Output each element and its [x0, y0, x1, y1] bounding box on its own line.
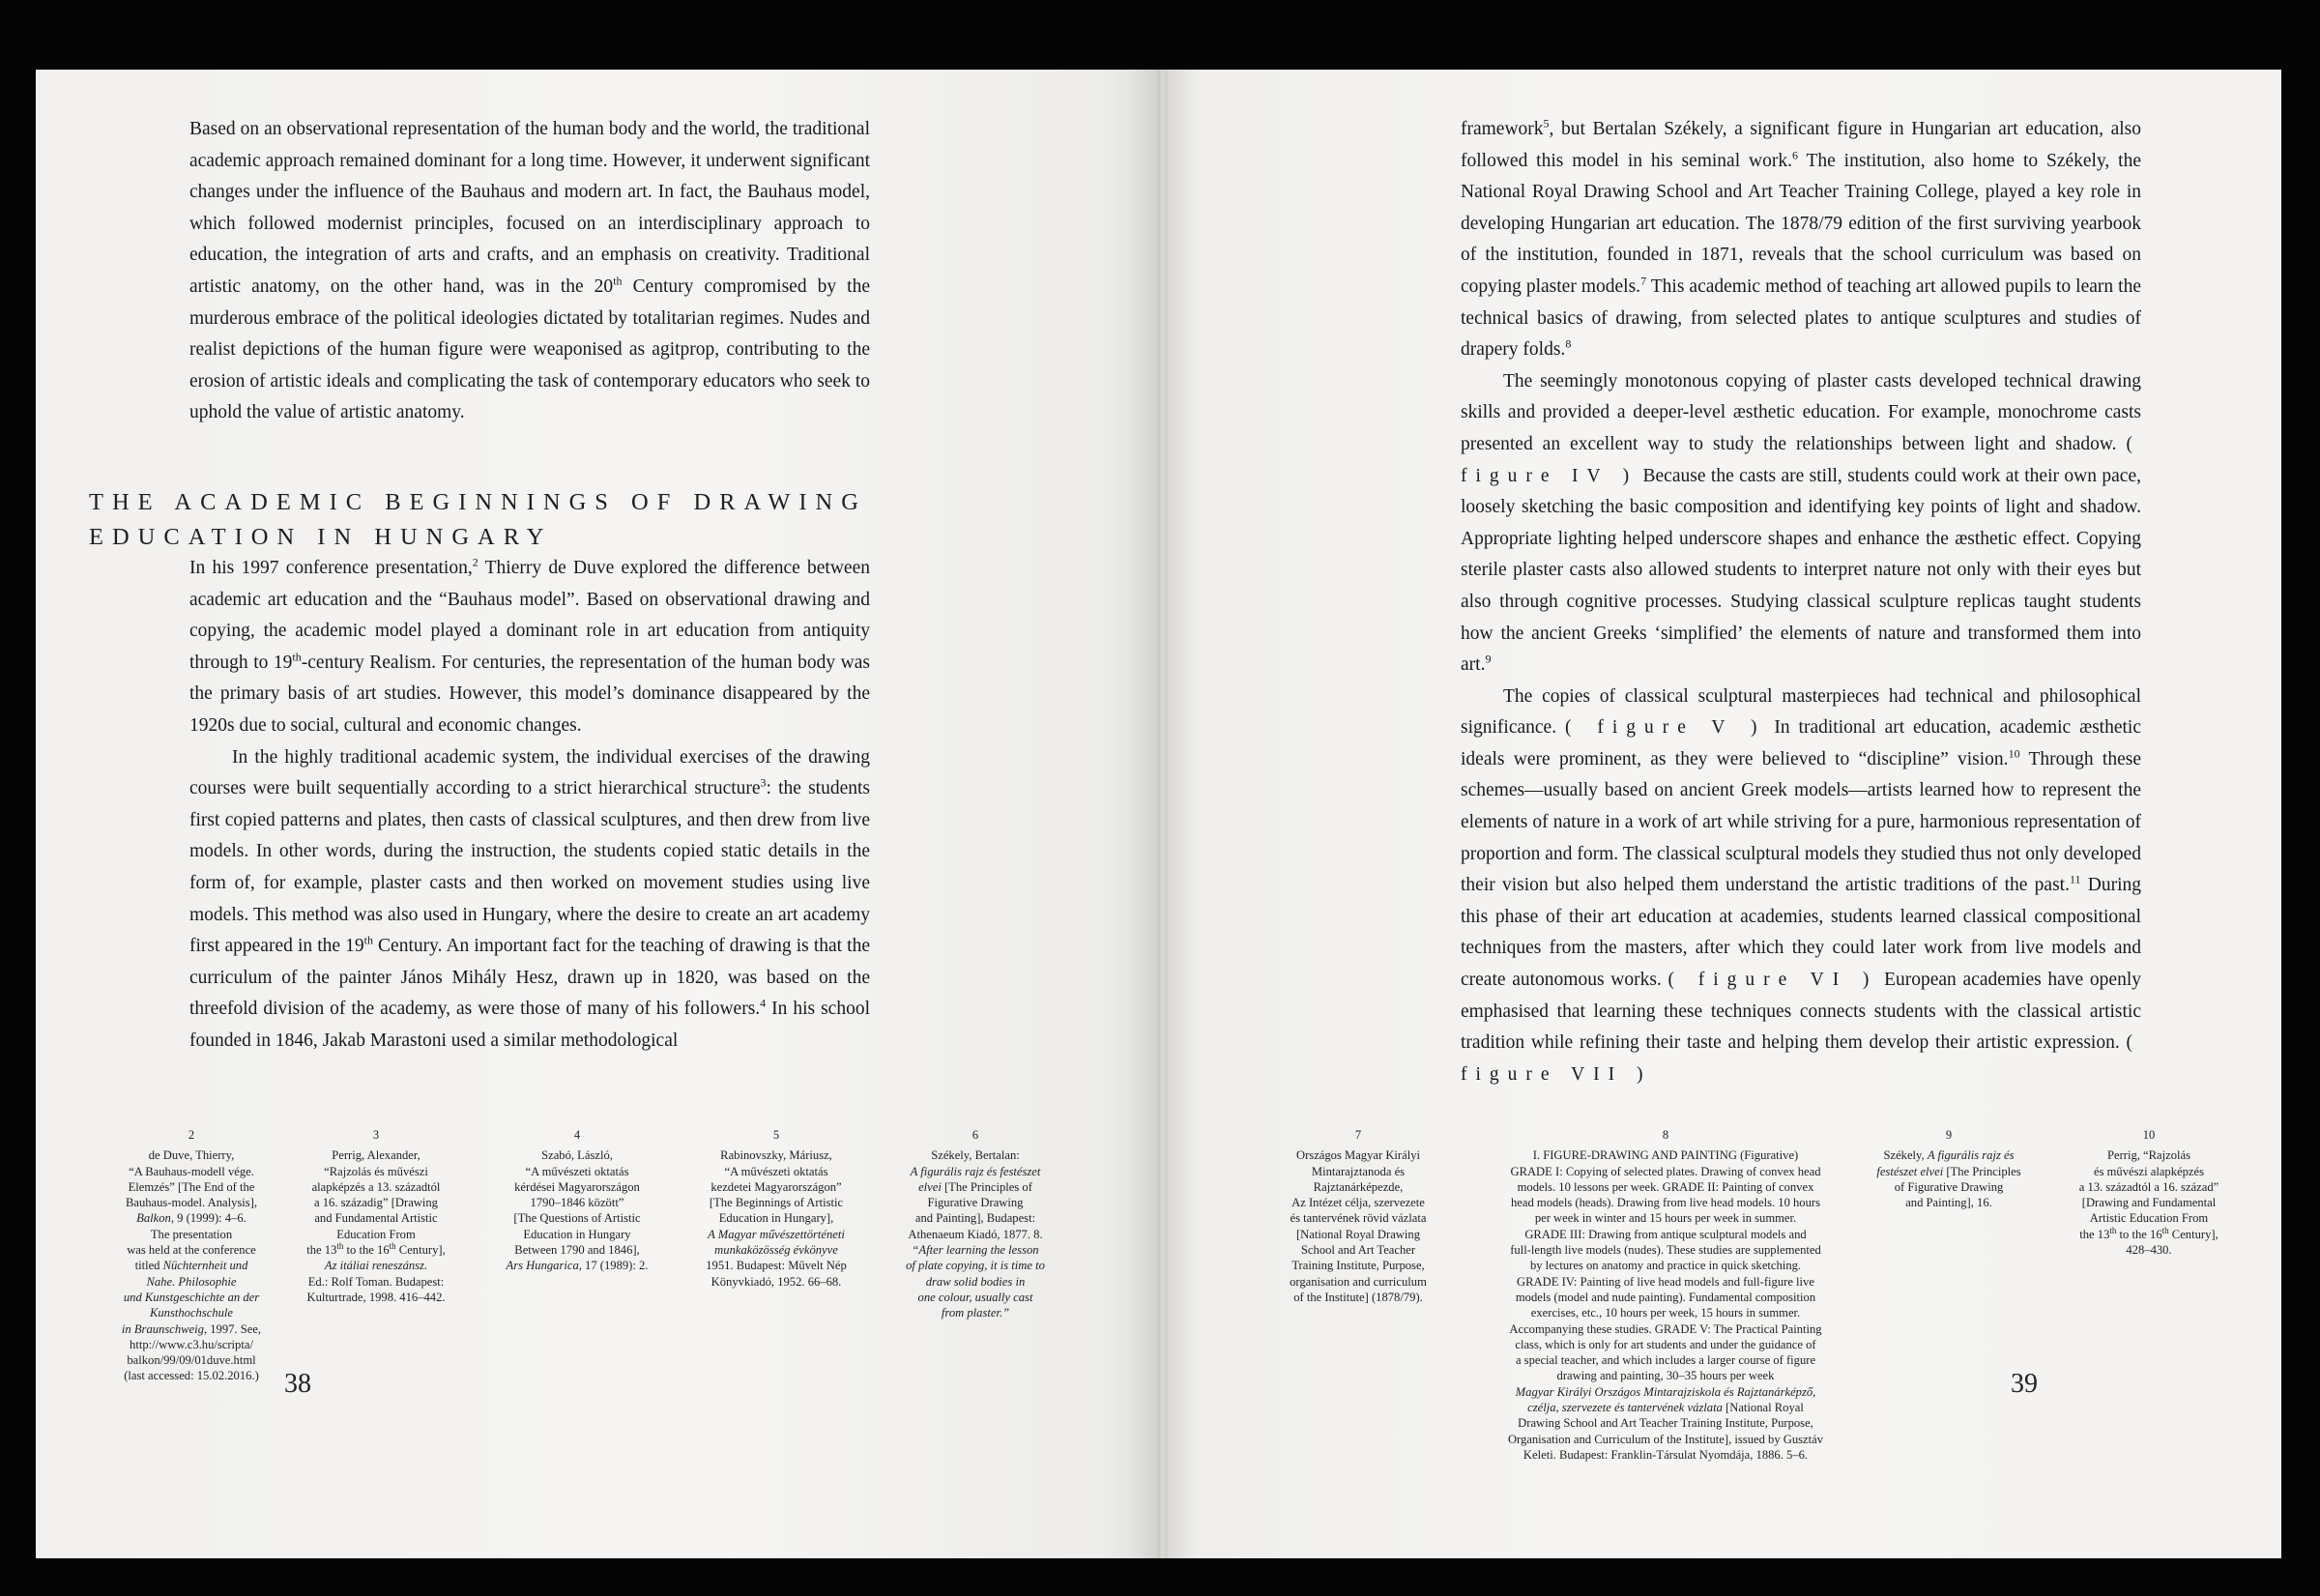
footnote-marker: 2 [472, 555, 478, 569]
footnote-line: “Rajzolás és művészi [324, 1164, 428, 1178]
footnote-line: Kulturtrade, 1998. 416–442. [306, 1290, 446, 1304]
footnote-line: titled Nüchternheit und [134, 1259, 248, 1273]
footnote-line: elvei [The Principles of [918, 1179, 1032, 1194]
footnote-line: munkaközösség évkönyve [714, 1243, 838, 1258]
footnote-4 [485, 1127, 669, 1274]
footnote-line: de Duve, Thierry, [148, 1148, 235, 1163]
footnote-6 [887, 1127, 1063, 1321]
footnote-line: Nahe. Philosophie [146, 1274, 237, 1289]
footnote-number: 3 [372, 1128, 380, 1142]
footnote-line: Education in Hungary [523, 1227, 631, 1241]
heading-line-1: THE ACADEMIC BEGINNINGS OF DRAWING [89, 489, 867, 515]
footnote-line: Országos Magyar Királyi [1296, 1148, 1420, 1163]
footnote-line: és tantervének rövid vázlata [1290, 1211, 1427, 1226]
footnote-marker: 6 [1791, 148, 1798, 162]
footnote-line: GRADE I: Copying of selected plates. Drawing of convex head [1510, 1164, 1821, 1178]
footnote-line: “After learning the lesson [912, 1243, 1039, 1258]
footnote-line: exercises, etc., 10 hours per week, 15 hours in summer. [1530, 1306, 1801, 1320]
footnote-line: drawing and painting, 30–35 hours per week [1556, 1369, 1775, 1383]
footnote-line: and Painting], 16. [1905, 1196, 1992, 1210]
footnote-line: Education From [336, 1227, 416, 1241]
footnote-line: Organisation and Curriculum of the Institute], issued by Gusztáv [1507, 1432, 1824, 1446]
footnote-line: A figurális rajz és festészet [910, 1164, 1041, 1178]
footnote-line: of Figurative Drawing [1894, 1179, 2004, 1194]
footnote-line: organisation and curriculum [1290, 1274, 1427, 1289]
left-main-text [189, 553, 870, 1058]
footnote-8 [1465, 1127, 1866, 1463]
body-paragraph: The copies of classical sculptural masterpieces had technical and philosophical significance. ( figure V ) In traditional art education, academic æsthetic ideals were prominent, as they were believed to “discipline” vision.$^{10}$ Through these schemes—usually based on ancient Greek models—artists learned how to represent the elements of nature in a work of art while striving for a pure, harmonious representation of proportion and form. The classical sculptural models they studied thus not only developed their vision but also helped them understand the artistic traditions of the past.$^{11}$ During this phase of their art education at academies, students learned classical compositional techniques from the masters, after which they could later work from live models and create autonomous works. ( figure VI ) European academies have openly emphasised that learning these techniques connects students with the classical artistic tradition while refining their taste and helping them develop their artistic expression. ( figure VII ) [1461, 685, 2141, 1085]
footnote-line: Rabinovszky, Máriusz, [720, 1148, 832, 1163]
figure-reference: ( figure VII ) [1461, 1032, 2141, 1085]
footnote-number: 6 [972, 1128, 979, 1142]
footnote-line: Könyvkiadó, 1952. 66–68. [710, 1274, 842, 1289]
body-paragraph: In his 1997 conference presentation,$^2$ Thierry de Duve explored the difference between academic art education and the “Bauhaus model”. Based on observational drawing and copying, the academic model played a dominant role in art education from antiquity through to 19th-century Realism. For centuries, the representation of the human body was the primary basis of art studies. However, this model’s dominance disappeared by the 1920s due to social, cultural and economic changes. [189, 555, 870, 736]
footnote-marker: th [363, 933, 373, 947]
footnote-line: (last accessed: 15.02.2016.) [124, 1369, 259, 1383]
footnote-9 [1862, 1127, 2036, 1210]
footnote-line: a special teacher, and which includes a larger course of figure [1515, 1353, 1816, 1368]
footnote-number: 5 [772, 1128, 780, 1142]
footnote-marker: 8 [1565, 336, 1572, 351]
footnote-number: 7 [1354, 1128, 1362, 1142]
footnote-line: Kunsthochschule [149, 1306, 234, 1320]
section-heading [89, 485, 940, 555]
footnote-line: models. 10 lessons per week. GRADE II: Painting of convex [1517, 1179, 1814, 1194]
footnote-marker: 5 [1543, 116, 1550, 131]
footnote-marker: 4 [760, 996, 767, 1010]
footnote-line: a 16. századig” [Drawing [314, 1196, 438, 1210]
footnote-line: one colour, usually cast [917, 1290, 1033, 1304]
footnote-marker: th [292, 650, 302, 664]
footnote-line: Magyar Királyi Országos Mintarajziskola és Rajztanárképző, [1515, 1384, 1816, 1399]
footnote-line: Mintarajztanoda és [1311, 1164, 1406, 1178]
footnote-marker: th [613, 274, 623, 288]
page-number-left: 38 [284, 1369, 311, 1399]
footnote-line: was held at the conference [127, 1243, 256, 1258]
footnote-line: Keleti. Budapest: Franklin-Társulat Nyomdája, 1886. 5–6. [1522, 1447, 1809, 1462]
footnote-line: “A művészeti oktatás [724, 1164, 828, 1178]
footnote-line: and Painting], Budapest: [914, 1211, 1036, 1226]
footnote-line: [The Questions of Artistic [513, 1211, 641, 1226]
footnote-line: czélja, szervezete és tantervének vázlata [National Royal [1527, 1401, 1804, 1415]
footnote-7 [1268, 1127, 1448, 1305]
footnote-line: Ars Hungarica, 17 (1989): 2. [506, 1259, 649, 1273]
body-paragraph: The seemingly monotonous copying of plaster casts developed technical drawing skills and provided a deeper-level æsthetic education. For example, monochrome casts presented an excellent way to study the relationships between light and shadow. ( figure IV ) Because the casts are still, students could work at their own pace, loosely sketching the basic composition and identifying key points of light and shadow. Appropriate lighting helped underscore shapes and enhance the æsthetic effect. Copying sterile plaster casts also allowed students to interpret nature not only with their eyes but also through cognitive processes. Studying classical sculpture replicas taught students how the ancient Greeks ‘simplified’ the elements of nature and transformed them into art.$^9$ [1461, 370, 2141, 676]
footnote-marker: 9 [1485, 652, 1492, 666]
footnote-line: of plate copying, it is time to [906, 1259, 1045, 1273]
footnote-line: A Magyar művészettörténeti [708, 1227, 845, 1241]
footnote-number: 9 [1945, 1128, 1953, 1142]
footnote-marker: 11 [2069, 872, 2081, 886]
footnote-line: a 13. századtól a 16. század” [2078, 1179, 2219, 1194]
footnote-line: Figurative Drawing [927, 1196, 1024, 1210]
footnote-line: “A Bauhaus-modell vége. [129, 1164, 254, 1178]
footnote-line: from plaster.” [941, 1306, 1010, 1320]
figure-reference: ( figure IV ) [1461, 433, 2141, 486]
footnote-line: per week in winter and 15 hours per week in summer. [1534, 1211, 1797, 1226]
footnote-10 [2059, 1127, 2239, 1258]
footnote-line: “A művészeti oktatás [525, 1164, 629, 1178]
footnote-line: Balkon, 9 (1999): 4–6. [136, 1211, 246, 1226]
footnote-line: Between 1790 and 1846], [514, 1243, 640, 1258]
footnote-line: kérdései Magyarországon [514, 1179, 640, 1194]
footnote-number: 4 [573, 1128, 581, 1142]
footnote-marker: 7 [1640, 274, 1647, 288]
footnote-line: Rajztanárképezde, [1313, 1179, 1404, 1194]
footnote-line: and Fundamental Artistic [314, 1211, 438, 1226]
footnote-5 [684, 1127, 868, 1290]
footnote-number: 10 [2142, 1128, 2156, 1142]
footnote-line: of the Institute] (1878/79). [1293, 1290, 1423, 1304]
body-paragraph: framework$^5$, but Bertalan Székely, a significant figure in Hungarian art education, also followed this model in his seminal work.$^6$ The institution, also home to Székely, the National Royal Drawing School and Art Teacher Training College, played a key role in developing Hungarian art education. The 1878/79 edition of the first surviving yearbook of the institution, founded in 1871, reveals that the school curriculum was based on copying plaster models.$^7$ This academic method of teaching art allowed pupils to learn the technical basics of drawing, from selected plates to antique sculptures and studies of drapery folds.$^8$ [1461, 116, 2141, 361]
heading-line-2: EDUCATION IN HUNGARY [89, 524, 553, 550]
footnote-line: in Braunschweig, 1997. See, [121, 1321, 262, 1336]
footnote-line: Drawing School and Art Teacher Training Institute, Purpose, [1518, 1416, 1813, 1431]
footnote-line: models (model and nude painting). Fundamental composition [1515, 1290, 1816, 1304]
footnote-line: full-length live models (nudes). These studies are supplemented [1510, 1243, 1821, 1258]
footnote-line: 428–430. [2126, 1243, 2172, 1258]
footnote-line: I. FIGURE-DRAWING AND PAINTING (Figurative) [1532, 1148, 1799, 1163]
figure-reference: ( figure V ) [1564, 717, 1766, 739]
footnote-line: head models (heads). Drawing from live head models. 10 hours [1510, 1196, 1820, 1210]
page-number-right: 39 [2011, 1369, 2038, 1399]
footnote-line: Bauhaus-model. Analysis], [125, 1196, 258, 1210]
footnote-marker: 10 [2008, 746, 2020, 761]
footnote-line: Artistic Education From [2089, 1211, 2209, 1226]
footnote-line: festészet elvei [The Principles [1876, 1164, 2021, 1178]
footnote-line: the 13th to the 16th Century], [2079, 1225, 2218, 1241]
footnote-line: Perrig, Alexander, [332, 1148, 420, 1163]
footnote-line: The presentation [150, 1227, 233, 1241]
footnote-line: alapképzés a 13. századtól [311, 1179, 441, 1194]
footnote-line: kezdetei Magyarországon” [710, 1179, 842, 1194]
footnote-line: by lectures on anatomy and practice in quick sketching. [1529, 1259, 1802, 1273]
footnote-line: 1951. Budapest: Művelt Nép [706, 1259, 847, 1273]
footnote-line: http://www.c3.hu/scripta/ [130, 1337, 253, 1351]
book-spine [1158, 70, 1168, 1558]
footnote-line: GRADE III: Drawing from antique sculptural models and [1524, 1227, 1807, 1241]
footnote-line: és művészi alapképzés [2094, 1164, 2204, 1178]
footnote-line: Ed.: Rolf Toman. Budapest: [307, 1274, 445, 1289]
footnote-line: Accompanying these studies. GRADE V: The Practical Painting [1509, 1321, 1822, 1336]
footnote-3 [290, 1127, 462, 1305]
footnote-line: GRADE IV: Painting of live head models and full-figure live [1517, 1274, 1814, 1289]
footnote-line: Education in Hungary], [718, 1211, 834, 1226]
footnote-line: Az itáliai reneszánsz. [324, 1259, 428, 1273]
footnote-line: Szabó, László, [541, 1148, 613, 1163]
footnote-line: the 13th to the 16th Century], [306, 1240, 446, 1258]
footnote-2 [114, 1127, 269, 1384]
footnote-line: Az Intézet célja, szervezete [1291, 1196, 1425, 1210]
footnote-line: Training Institute, Purpose, [1291, 1259, 1425, 1273]
right-main-text [1461, 114, 2141, 1090]
footnote-line: [National Royal Drawing [1295, 1227, 1420, 1241]
footnote-line: Elemzés” [The End of the [128, 1179, 255, 1194]
footnote-line: Székely, Bertalan: [931, 1148, 1020, 1163]
footnote-line: [Drawing and Fundamental [2081, 1196, 2217, 1210]
footnote-number: 8 [1662, 1128, 1669, 1142]
footnote-line: draw solid bodies in [925, 1274, 1026, 1289]
figure-reference: ( figure VI ) [1668, 970, 1878, 991]
footnote-line: School and Art Teacher [1300, 1243, 1416, 1258]
left-intro-text [189, 114, 870, 429]
footnote-line: Székely, A figurális rajz és [1883, 1148, 2015, 1163]
footnote-line: Athenaeum Kiadó, 1877. 8. [908, 1227, 1043, 1241]
footnote-number: 2 [188, 1128, 195, 1142]
footnote-line: balkon/99/09/01duve.html [127, 1353, 256, 1368]
footnote-line: und Kunstgeschichte an der [123, 1290, 260, 1304]
footnote-line: class, which is only for art students and under the guidance of [1515, 1337, 1816, 1351]
body-paragraph: In the highly traditional academic system, the individual exercises of the drawing courses were built sequentially according to a strict hierarchical structure$^3$: the students first copied patterns and plates, then casts of classical sculptures, and then drew from live models. In other words, during the instruction, the students copied static details in the form of, for example, plaster casts and then worked on movement studies using live models. This method was also used in Hungary, where the desire to create an art academy first appeared in the 19th Century. An important fact for the teaching of drawing is that the curriculum of the painter János Mihály Hesz, drawn up in 1820, was based on the threefold division of the academy, as were those of many of his followers.$^4$ In his school founded in 1846, Jakab Marastoni used a similar methodological [189, 746, 871, 1051]
footnote-line: [The Beginnings of Artistic [709, 1196, 844, 1210]
footnote-marker: 3 [760, 775, 767, 790]
footnote-line: 1790–1846 között” [530, 1196, 624, 1210]
intro-paragraph: Based on an observational representation of the human body and the world, the traditional academic approach remained dominant for a long time. However, it underwent significant changes under the influence of the Bauhaus and modern art. In fact, the Bauhaus model, which followed modernist principles, focused on an interdisciplinary approach to education, the integration of arts and crafts, and an emphasis on creativity. Traditional artistic anatomy, on the other hand, was in the 20th Century compromised by the murderous embrace of the political ideologies dictated by totalitarian regimes. Nudes and realist depictions of the human figure were weaponised as agitprop, contributing to the erosion of artistic ideals and complicating the task of contemporary educators who seek to uphold the value of artistic anatomy. [189, 119, 870, 423]
footnote-line: Perrig, “Rajzolás [2106, 1148, 2191, 1163]
